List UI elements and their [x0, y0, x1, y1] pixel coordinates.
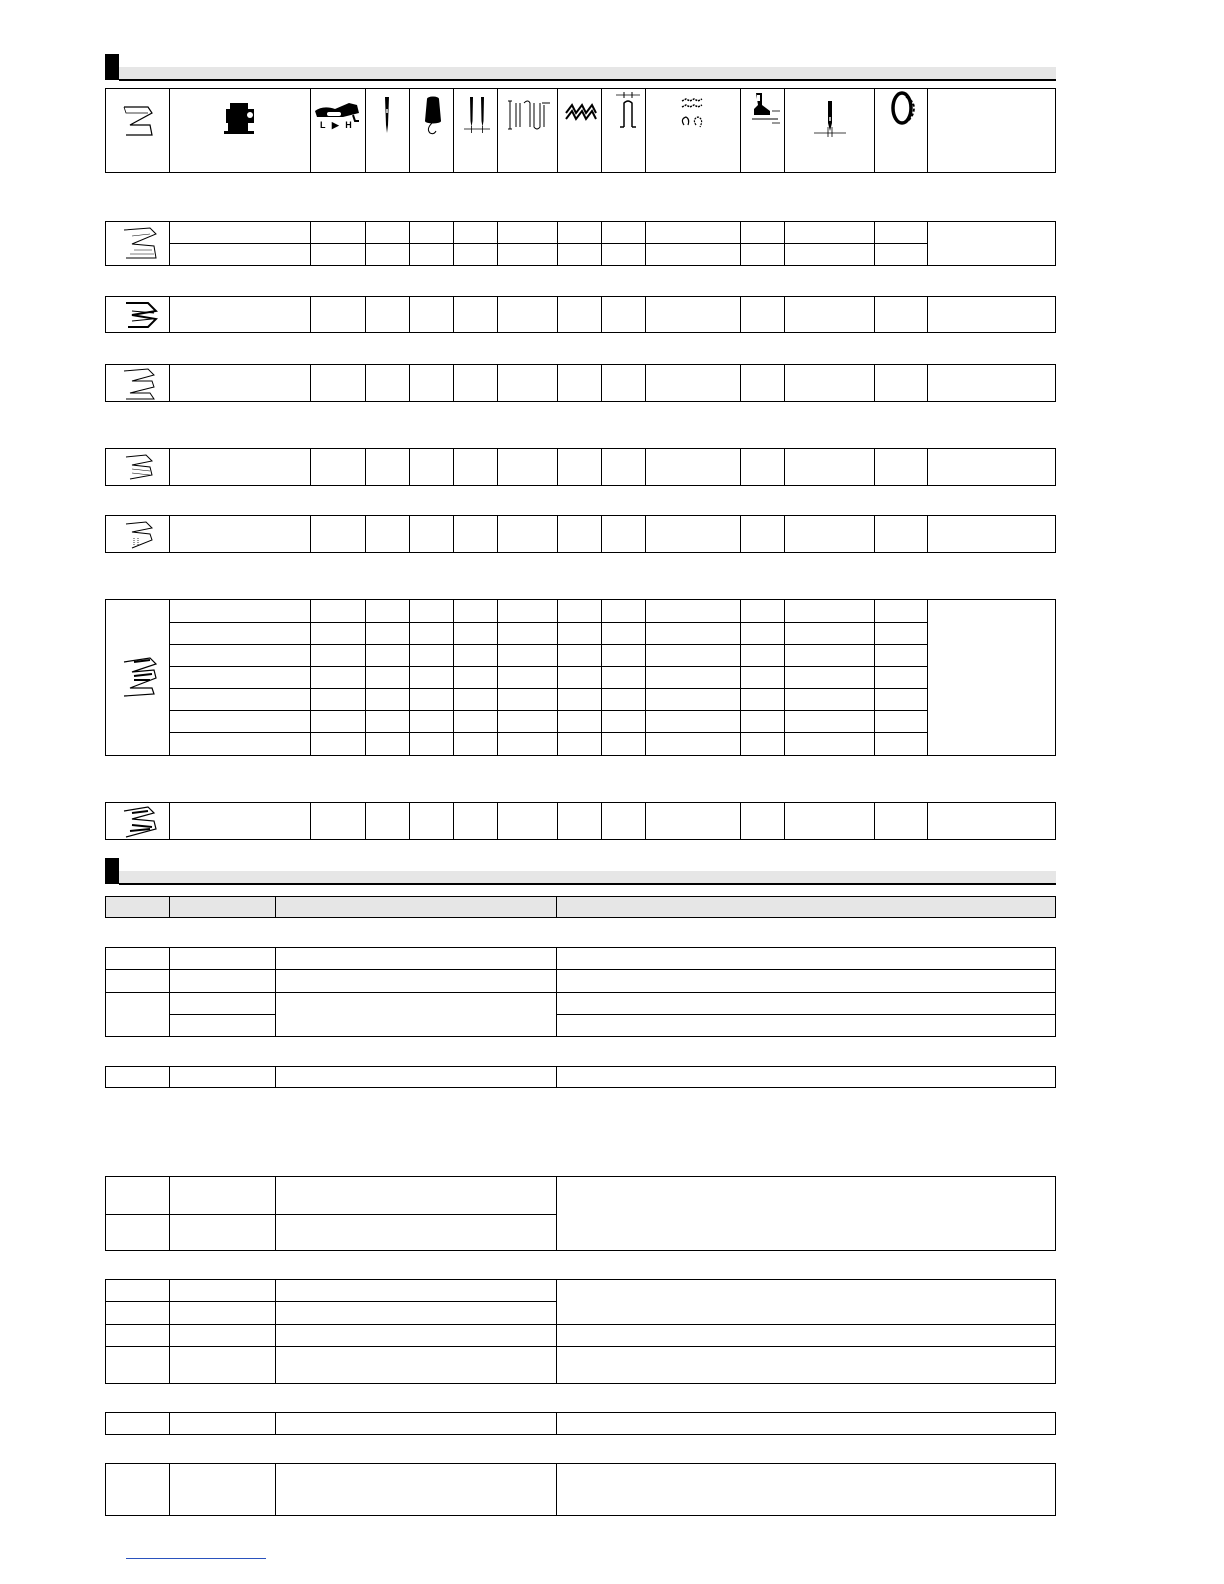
parts-group-e [105, 1412, 1056, 1435]
flat-seam-icon [122, 518, 156, 552]
needle-plate-icon [812, 99, 848, 139]
lap-seam-icon [122, 451, 156, 485]
sewing-machine-icon [222, 101, 258, 137]
section-bar-machines [105, 54, 1056, 80]
machine-row-group-7 [105, 802, 1056, 840]
parts-group-d [105, 1279, 1056, 1384]
band-fold-icon [120, 805, 158, 839]
section-bar-parts [105, 858, 1056, 884]
parts-group-a [105, 947, 1056, 1037]
looper-stitch-icon [678, 97, 708, 133]
binding-fold-icon [122, 299, 158, 331]
bobbin-icon [890, 91, 920, 127]
folded-fabric-icon [120, 103, 156, 141]
needle-icon [379, 95, 395, 135]
parts-group-f [105, 1463, 1056, 1516]
section-marker [105, 858, 119, 884]
footer-link[interactable] [126, 1558, 266, 1559]
thread-spool-icon [420, 95, 446, 135]
presser-foot-icon [750, 91, 782, 125]
stitch-pattern-icon [564, 99, 598, 123]
section-marker [105, 54, 119, 80]
machine-row-group-4 [105, 448, 1056, 486]
feed-label: L ▶ H [320, 120, 354, 130]
machine-row-group-1 [105, 221, 1056, 266]
needle-gauge-icon [614, 91, 642, 131]
machine-row-group-6 [105, 599, 1056, 756]
multi-layer-fold-icon [120, 656, 158, 698]
machine-row-group-2 [105, 296, 1056, 333]
parts-group-c [105, 1176, 1056, 1251]
icon-header-row [105, 88, 1056, 173]
section-title-band [119, 871, 1056, 885]
machine-row-group-3 [105, 364, 1056, 402]
stitch-width-icon [506, 97, 552, 133]
twin-needle-icon [462, 95, 492, 137]
hem-fold-icon [120, 224, 160, 264]
parts-table-header [105, 896, 1056, 918]
parts-group-b [105, 1066, 1056, 1088]
section-title-band [119, 67, 1056, 81]
double-fold-icon [120, 367, 158, 401]
machine-row-group-5 [105, 515, 1056, 553]
